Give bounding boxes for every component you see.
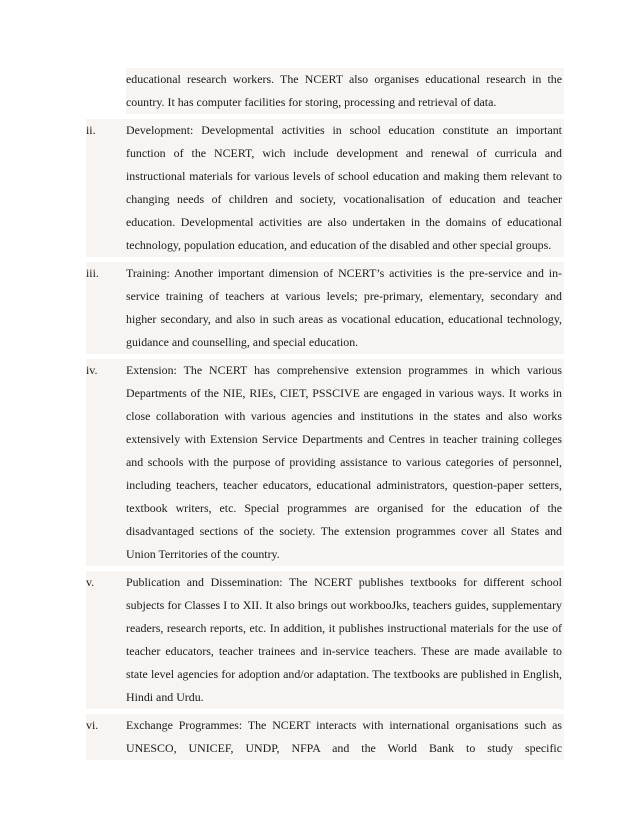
list-marker: ii. [86,123,96,137]
list-item-text: Development: Developmental activities in school education constitute an important function of the NCERT, wich include development and renewal of curricula and instructional materials for various levels of school education and making them relevant to changing needs of children and society, vocationalisation of education and teacher education. Developmental activities are also undertaken in the domains of educational technology, population education, and education of the disabled and other special groups. [126,123,562,252]
list-marker: iii. [86,266,99,280]
list-item-text: Training: Another important dimension of NCERT’s activities is the pre-service and in-service training of teachers at various levels; pre-primary, elementary, secondary and higher secondary, and also in such areas as vocational education, educational technology, guidance and counselling, and special education. [126,266,562,349]
list-marker [86,68,126,114]
document-page [86,68,564,761]
list-item-exchange [86,714,564,760]
list-marker: v. [86,575,95,589]
list-item-extension [86,359,564,566]
list-item-publication [86,571,564,709]
list-item-continued [86,68,564,114]
list-marker: iv. [86,363,98,377]
list-item-text: Extension: The NCERT has comprehensive extension programmes in which various Departments of the NIE, RIEs, CIET, PSSCIVE are engaged in various ways. It works in close collaboration with various agencies and institutions in the states and also works extensively with Extension Service Departments and Centres in teacher training colleges and schools with the purpose of providing assistance to various categories of personnel, including teachers, teacher educators, educational administrators, question-paper setters, textbook writers, etc. Special programmes are organised for the education of the disadvantaged sections of the society. The extension programmes cover all States and Union Territories of the country. [126,363,562,561]
list-item-text: Publication and Dissemination: The NCERT publishes textbooks for different school subjects for Classes I to XII. It also brings out workbooJks, teachers guides, supplementary readers, research reports, etc. In addition, it publishes instructional materials for the use of teacher educators, teacher trainees and in-service teachers. These are made available to state level agencies for adoption and/or adaptation. The textbooks are published in English, Hindi and Urdu. [126,575,562,704]
list-marker: vi. [86,718,99,732]
list-item-text: educational research workers. The NCERT also organises educational research in the country. It has computer facilities for storing, processing and retrieval of data. [126,72,562,109]
list-item-training [86,262,564,354]
list-item-text: Exchange Programmes: The NCERT interacts with international organisations such as UNESCO, UNICEF, UNDP, NFPA and the World Bank to study specific [126,718,562,755]
list-item-development [86,119,564,257]
